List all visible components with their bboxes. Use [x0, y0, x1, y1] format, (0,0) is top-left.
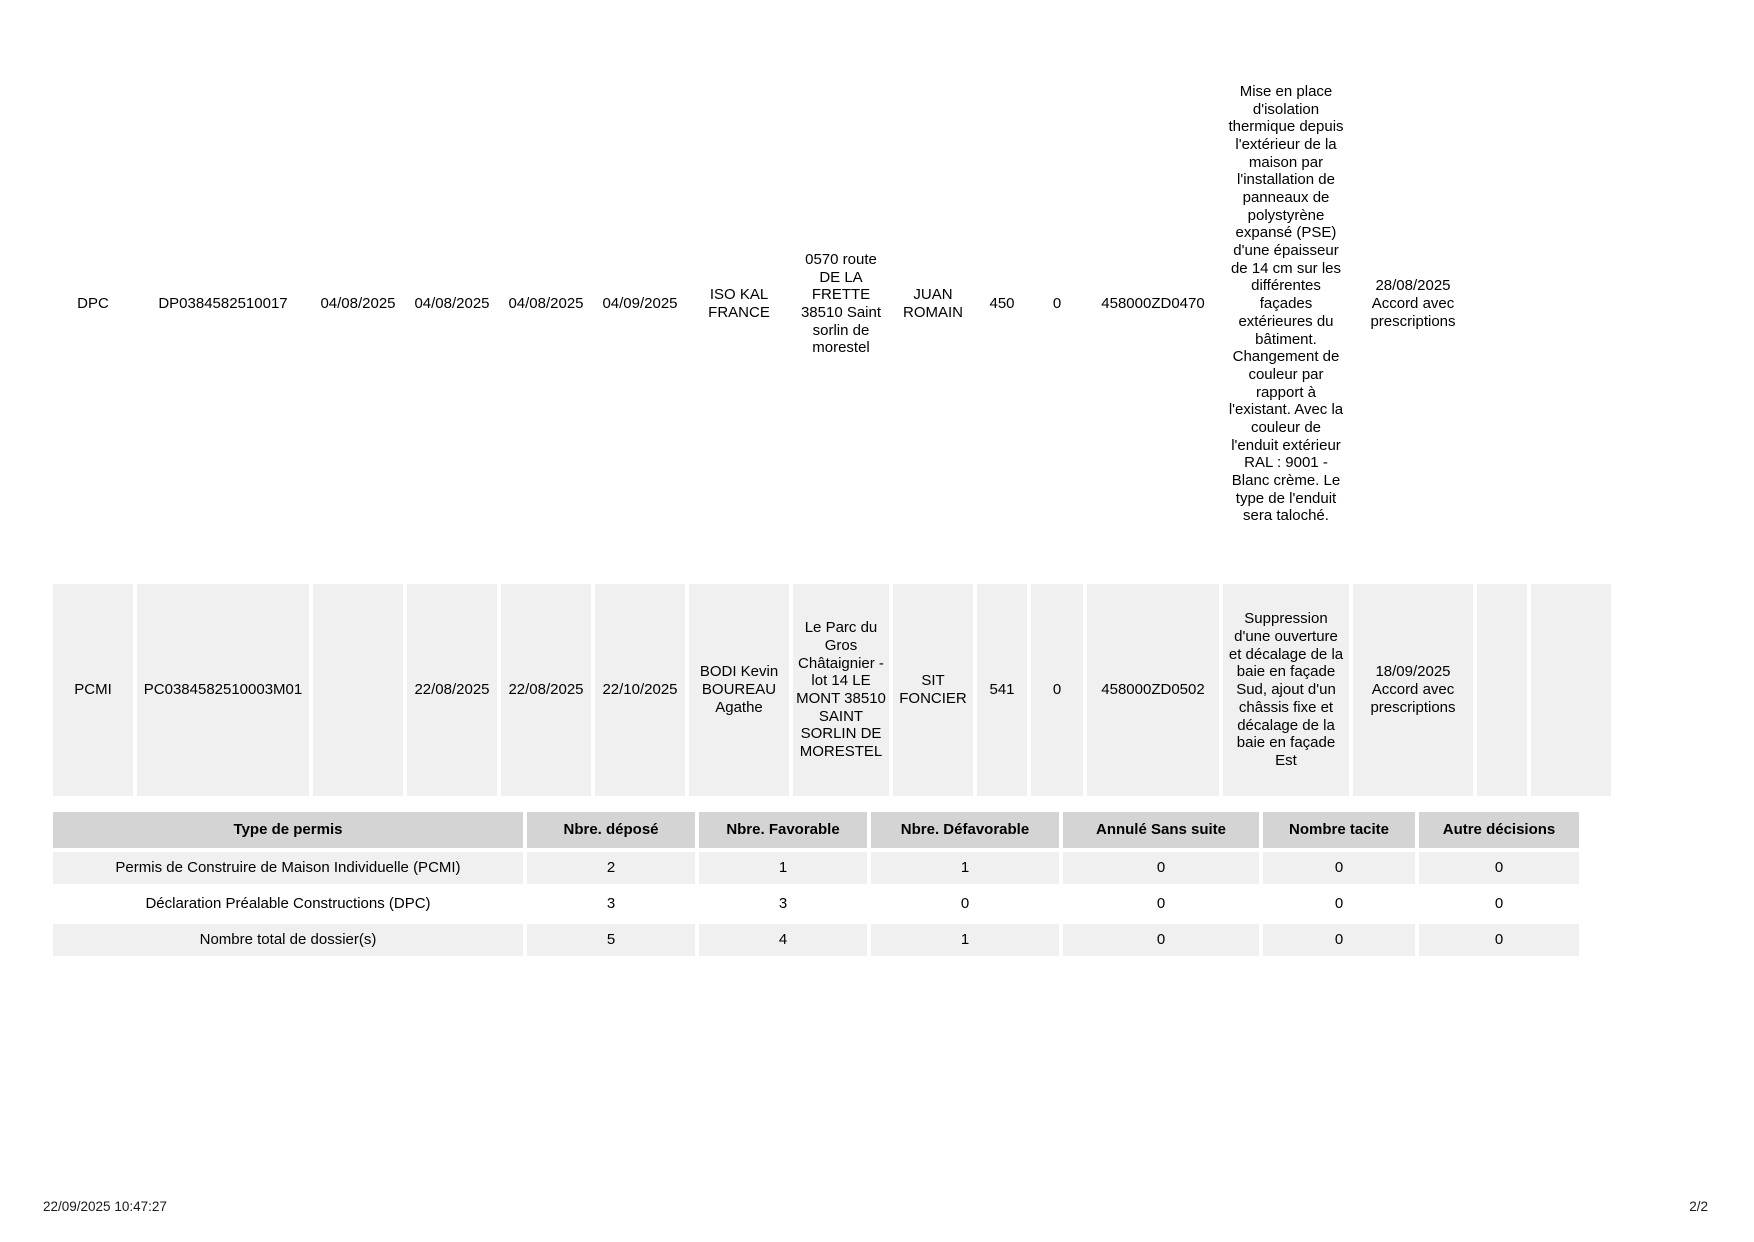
summary-value-cell: 0 — [1419, 924, 1579, 956]
permits-table — [49, 24, 1615, 800]
summary-header-depose: Nbre. déposé — [527, 812, 695, 848]
date-cell: 22/10/2025 — [595, 584, 685, 796]
date-cell: 04/09/2025 — [595, 28, 685, 580]
dossier-number-cell: DP0384582510017 — [137, 28, 309, 580]
summary-value-cell: 0 — [1263, 924, 1415, 956]
contact-cell: JUAN ROMAIN — [893, 28, 973, 580]
summary-value-cell: 0 — [1063, 888, 1259, 920]
decision-cell: 18/09/2025 Accord avec prescriptions — [1353, 584, 1473, 796]
empty-cell — [1531, 584, 1611, 796]
empty-cell — [1477, 584, 1527, 796]
page-number: 2/2 — [1689, 1199, 1708, 1214]
applicant-cell: ISO KAL FRANCE — [689, 28, 789, 580]
summary-value-cell: 1 — [871, 924, 1059, 956]
summary-value-cell: 1 — [699, 852, 867, 884]
summary-row-pcmi — [53, 852, 1579, 884]
summary-header-favorable: Nbre. Favorable — [699, 812, 867, 848]
parcel-cell: 458000ZD0502 — [1087, 584, 1219, 796]
summary-value-cell: 0 — [1063, 924, 1259, 956]
number-cell: 0 — [1031, 584, 1083, 796]
date-cell: 04/08/2025 — [501, 28, 591, 580]
summary-label-cell: Permis de Construire de Maison Individuelle (PCMI) — [53, 852, 523, 884]
summary-value-cell: 3 — [527, 888, 695, 920]
description-cell: Mise en place d'isolation thermique depuis l'extérieur de la maison par l'installation de panneaux de polystyrène expansé (PSE) d'une épaisseur de 14 cm sur les différentes façades extérieures du bâtiment. Changement de couleur par rapport à l'existant. Avec la couleur de l'enduit extérieur RAL : 9001 - Blanc crème. Le type de l'enduit sera taloché. — [1223, 28, 1349, 580]
summary-value-cell: 0 — [1063, 852, 1259, 884]
date-cell: 22/08/2025 — [407, 584, 497, 796]
empty-cell — [1477, 28, 1527, 580]
number-cell: 541 — [977, 584, 1027, 796]
timestamp: 22/09/2025 10:47:27 — [43, 1199, 167, 1214]
decision-cell: 28/08/2025 Accord avec prescriptions — [1353, 28, 1473, 580]
summary-value-cell: 0 — [1419, 852, 1579, 884]
date-cell: 04/08/2025 — [407, 28, 497, 580]
applicant-cell: BODI Kevin BOUREAU Agathe — [689, 584, 789, 796]
summary-row-dpc — [53, 888, 1579, 920]
empty-cell — [1531, 28, 1611, 580]
number-cell: 450 — [977, 28, 1027, 580]
dossier-number-cell: PC0384582510003M01 — [137, 584, 309, 796]
summary-value-cell: 4 — [699, 924, 867, 956]
summary-value-cell: 0 — [1419, 888, 1579, 920]
address-cell: 0570 route DE LA FRETTE 38510 Saint sorlin de morestel — [793, 28, 889, 580]
summary-header-tacite: Nombre tacite — [1263, 812, 1415, 848]
summary-header-autre: Autre décisions — [1419, 812, 1579, 848]
address-cell: Le Parc du Gros Châtaignier - lot 14 LE MONT 38510 SAINT SORLIN DE MORESTEL — [793, 584, 889, 796]
summary-header-defavorable: Nbre. Défavorable — [871, 812, 1059, 848]
table-row — [53, 28, 1611, 580]
summary-header-annule: Annulé Sans suite — [1063, 812, 1259, 848]
summary-value-cell: 0 — [871, 888, 1059, 920]
page-footer — [43, 1199, 1708, 1214]
summary-value-cell: 3 — [699, 888, 867, 920]
summary-value-cell: 1 — [871, 852, 1059, 884]
summary-value-cell: 0 — [1263, 888, 1415, 920]
date-cell: 22/08/2025 — [501, 584, 591, 796]
parcel-cell: 458000ZD0470 — [1087, 28, 1219, 580]
summary-value-cell: 5 — [527, 924, 695, 956]
summary-table — [49, 808, 1583, 960]
summary-label-cell: Nombre total de dossier(s) — [53, 924, 523, 956]
date-cell: 04/08/2025 — [313, 28, 403, 580]
table-row — [53, 584, 1611, 796]
summary-header-type: Type de permis — [53, 812, 523, 848]
summary-value-cell: 2 — [527, 852, 695, 884]
permit-type-cell: PCMI — [53, 584, 133, 796]
permit-type-cell: DPC — [53, 28, 133, 580]
description-cell: Suppression d'une ouverture et décalage de la baie en façade Sud, ajout d'un châssis fixe et décalage de la baie en façade Est — [1223, 584, 1349, 796]
contact-cell: SIT FONCIER — [893, 584, 973, 796]
date-cell — [313, 584, 403, 796]
summary-row-total — [53, 924, 1579, 956]
summary-header-row — [53, 812, 1579, 848]
number-cell: 0 — [1031, 28, 1083, 580]
summary-label-cell: Déclaration Préalable Constructions (DPC) — [53, 888, 523, 920]
summary-value-cell: 0 — [1263, 852, 1415, 884]
